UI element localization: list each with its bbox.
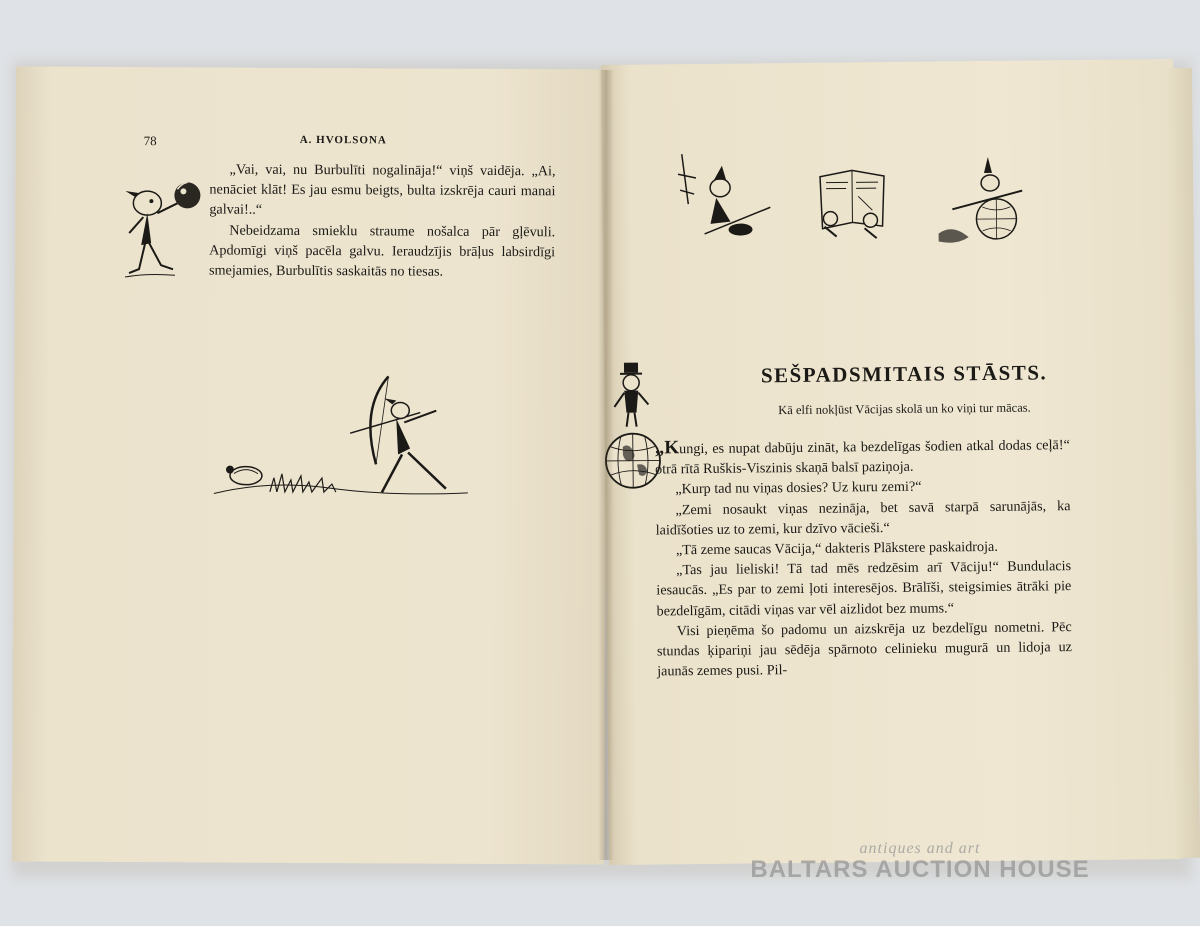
elf-with-globe-vignette (932, 153, 1029, 248)
first-paragraph-text: ungi, es nupat dabūju zināt, ka bezdelīgas šodien atkal dodas ceļā!“ otrā rītā Ruškis-Viszinis skaņā balsī paziņoja. (654, 437, 1070, 478)
left-body-text (209, 159, 556, 282)
page-number: 78 (143, 133, 157, 149)
chapter-title: SEŠPADSMITAIS STĀSTS. (760, 360, 1048, 388)
chapter-subtitle: Kā elfi nokļūst Vācijas skolā un ko viņi tur mācas. (778, 400, 1031, 418)
left-page (12, 66, 608, 864)
watermark (720, 840, 1120, 884)
paragraph: „Tas jau lieliski! Tā tad mēs redzēsim arī Vāciju!“ Bundulacis iesaucās. „Es par to zemi ļoti interesējos. Brālīši, steigsimies ātrāki pie bezdelīgām, citādi viņas var vēl aizlidot bez mums.“ (656, 558, 1072, 620)
paragraph: „Vai, vai, nu Burbulīti nogalināja!“ viņš vaidēja. „Ai, nenāciet klāt! Es jau esmu beigts, bulta izskrēja cauri manai galvai!..“ (209, 161, 556, 219)
paragraph: Visi pieņēma šo padomu un aizskrēja uz bezdelīgu nometni. Pēc stundas ķipariņi jau sēdēja spārnoto celinieku mugurā un lidoja uz jaunās zemes pusi. Pil- (656, 618, 1073, 680)
paragraph: „Zemi nosaukt viņas nezināja, bet savā starpā sarunājās, ka laidīšoties uz to zemi, kur dzīvo vācieši.“ (655, 497, 1071, 539)
book-gutter (598, 70, 614, 860)
paragraph: „Kurp tad nu viņas dosies? Uz kuru zemi?“ (675, 479, 922, 498)
first-paragraph (655, 434, 1070, 480)
running-head: A. HVOLSONA (299, 133, 387, 147)
watermark-brand: BALTARS AUCTION HOUSE (750, 856, 1090, 883)
elf-with-ball-illustration (117, 173, 208, 285)
paragraph: Nebeidzama smieklu straume nošalca pār gļēvuli. Apdomīgi viņš pacēla galvu. Ieraudzījis brāļus labsirdīgi smejamies, Burbulītis saskaitās no tiesas. (208, 222, 556, 280)
right-body-text (655, 434, 1073, 682)
paragraph: „Tā zeme saucas Vācija,“ dakteris Plākstere paskaidroja. (675, 538, 998, 559)
elves-reading-book-vignette (812, 166, 893, 241)
archer-elf-illustration (210, 367, 479, 508)
watermark-tagline: antiques and art (859, 840, 981, 857)
right-page (601, 59, 1181, 865)
elf-hunter-vignette (674, 143, 775, 244)
drop-cap: „K (654, 437, 680, 459)
